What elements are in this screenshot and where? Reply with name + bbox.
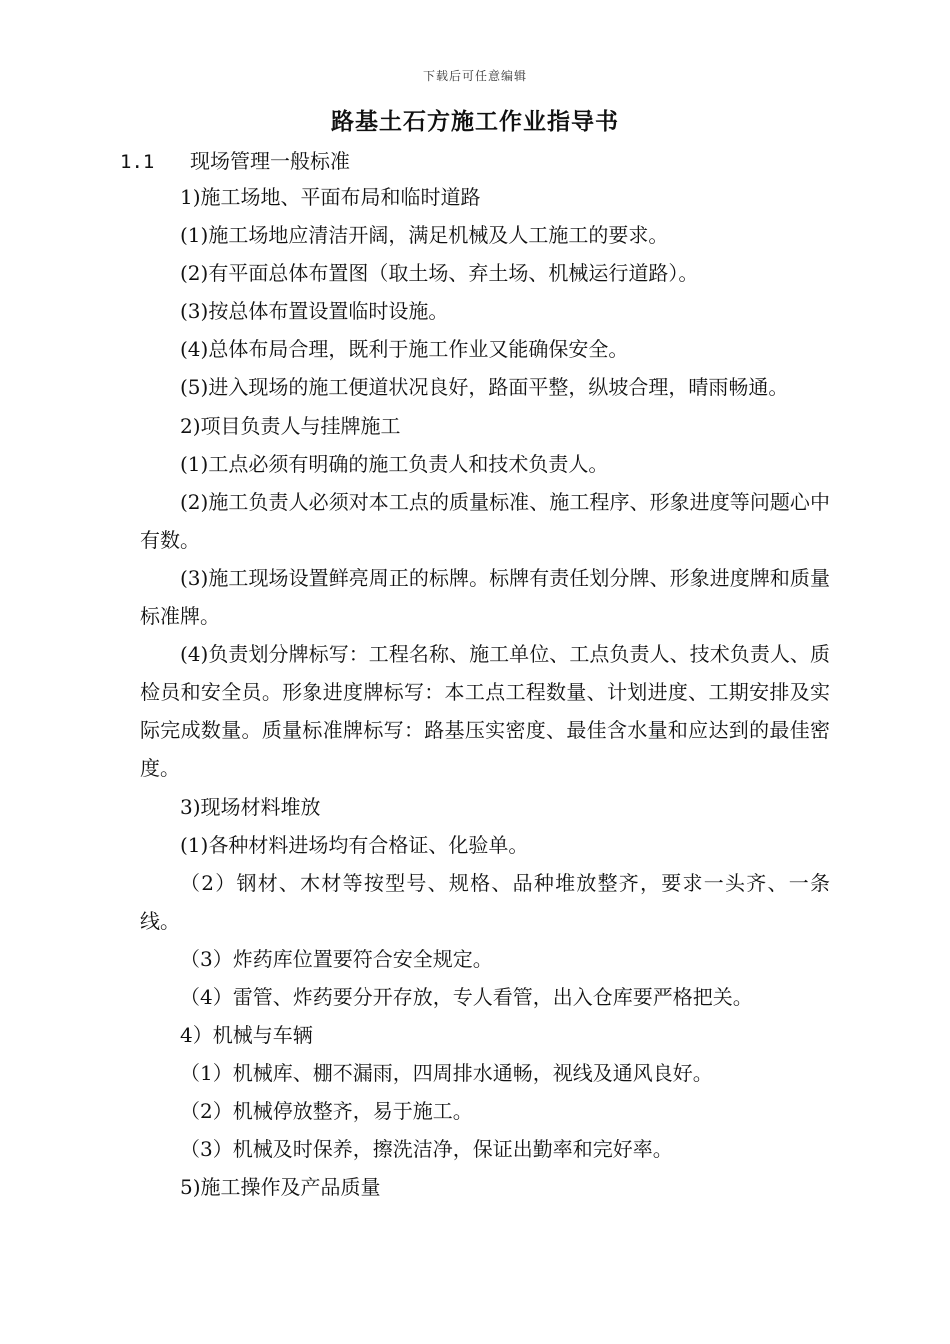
paragraph: （2）机械停放整齐，易于施工。 (180, 1099, 473, 1124)
paragraph: (4)负责划分牌标写：工程名称、施工单位、工点负责人、技术负责人、质检员和安全员。形象进度牌标写：本工点工程数量、计划进度、工期安排及实际完成数量。质量标准牌标写：路基压实密度、最佳含水量和应达到的最佳密度。 (140, 642, 830, 781)
paragraph: (4)总体布局合理，既利于施工作业又能确保安全。 (180, 337, 629, 362)
subsection-heading: 2)项目负责人与挂牌施工 (180, 413, 401, 438)
paragraph: (2)有平面总体布置图（取土场、弃土场、机械运行道路）。 (180, 261, 699, 286)
paragraph: （3）炸药库位置要符合安全规定。 (180, 946, 493, 971)
document-title: 路基土石方施工作业指导书 (331, 109, 619, 135)
section-number: 1.1 (120, 151, 155, 173)
paragraph: (1)各种材料进场均有合格证、化验单。 (180, 832, 529, 857)
paragraph: (1)施工场地应清洁开阔，满足机械及人工施工的要求。 (180, 223, 669, 248)
paragraph: （2）钢材、木材等按型号、规格、品种堆放整齐，要求一头齐、一条线。 (140, 870, 830, 933)
paragraph: (2)施工负责人必须对本工点的质量标准、施工程序、形象进度等问题心中有数。 (140, 489, 830, 552)
paragraph: （3）机械及时保养，擦洗洁净，保证出勤率和完好率。 (180, 1137, 673, 1162)
header-note: 下载后可任意编辑 (422, 69, 527, 83)
subsection-heading: 1)施工场地、平面布局和临时道路 (180, 185, 481, 209)
paragraph: (1)工点必须有明确的施工负责人和技术负责人。 (180, 451, 609, 476)
body-text (140, 178, 830, 1207)
subsection-heading: 3)现场材料堆放 (180, 794, 321, 819)
paragraph: (3)施工现场设置鲜亮周正的标牌。标牌有责任划分牌、形象进度牌和质量标准牌。 (140, 565, 830, 629)
paragraph: (3)按总体布置设置临时设施。 (180, 299, 449, 324)
subsection-heading: 4）机械与车辆 (180, 1023, 313, 1048)
paragraph: （1）机械库、棚不漏雨，四周排水通畅，视线及通风良好。 (180, 1061, 713, 1086)
paragraph: （4）雷管、炸药要分开存放，专人看管，出入仓库要严格把关。 (180, 984, 753, 1009)
paragraph: (5)进入现场的施工便道状况良好，路面平整，纵坡合理，晴雨畅通。 (180, 375, 789, 400)
subsection-heading: 5)施工操作及产品质量 (180, 1175, 381, 1200)
section-heading (120, 145, 350, 174)
section-title: 现场管理一般标准 (190, 149, 350, 173)
